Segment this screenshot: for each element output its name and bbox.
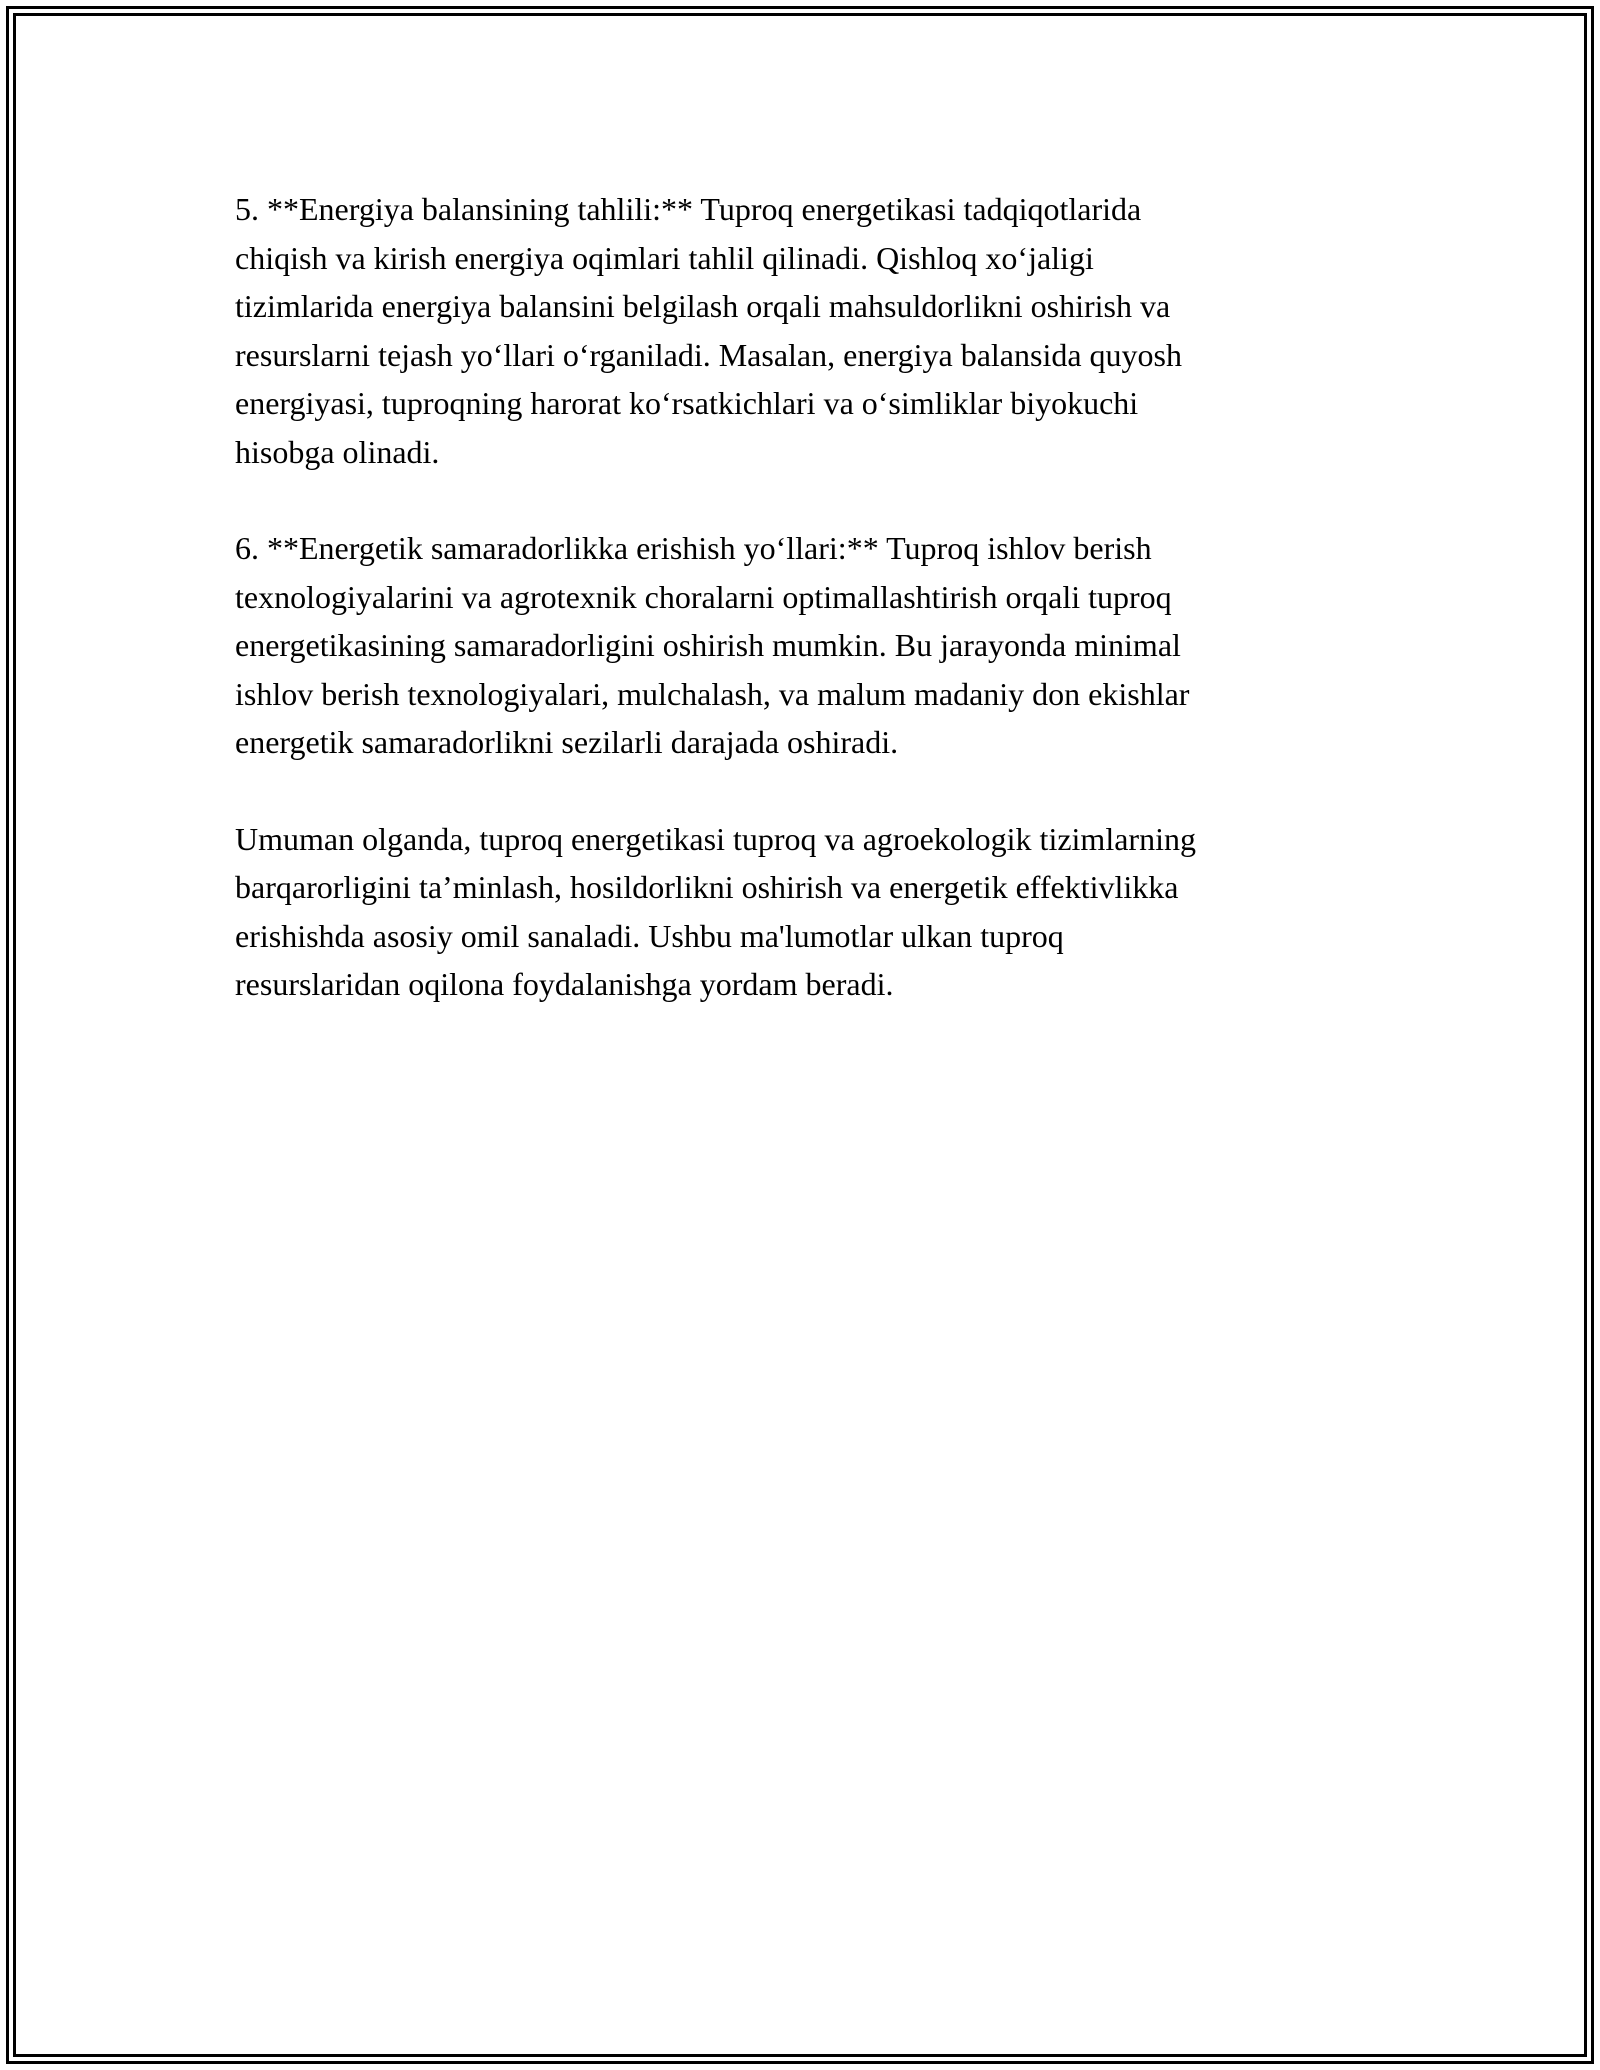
paragraph-energy-balance: 5. **Energiya balansining tahlili:** Tuproq energetikasi tadqiqotlarida chiqish va kirish energiya oqimlari tahlil qilinadi. Qishloq xo‘jaligi tizimlarida energiya balansini belgilash orqali mahsuldorlikni oshirish va resurslarni tejash yo‘llari o‘rganiladi. Masalan, energiya balansida quyosh energiyasi, tuproqning harorat ko‘rsatkichlari va o‘simliklar biyokuchi hisobga olinadi. bbox=[235, 191, 1182, 470]
paragraph-conclusion: Umuman olganda, tuproq energetikasi tuproq va agroekologik tizimlarning barqarorligini ta’minlash, hosildorlikni oshirish va energetik effektivlikka erishishda asosiy omil sanaladi. Ushbu ma'lumotlar ulkan tuproq resurslaridan oqilona foydalanishga yordam beradi. bbox=[235, 820, 1196, 1002]
document-body bbox=[235, 185, 1375, 1057]
paragraph-energy-efficiency: 6. **Energetik samaradorlikka erishish yo‘llari:** Tuproq ishlov berish texnologiyalarini va agrotexnik choralarni optimallashtirish orqali tuproq energetikasining samaradorligini oshirish mumkin. Bu jarayonda minimal ishlov berish texnologiyalari, mulchalash, va malum madaniy don ekishlar energetik samaradorlikni sezilarli darajada oshiradi. bbox=[235, 530, 1190, 760]
